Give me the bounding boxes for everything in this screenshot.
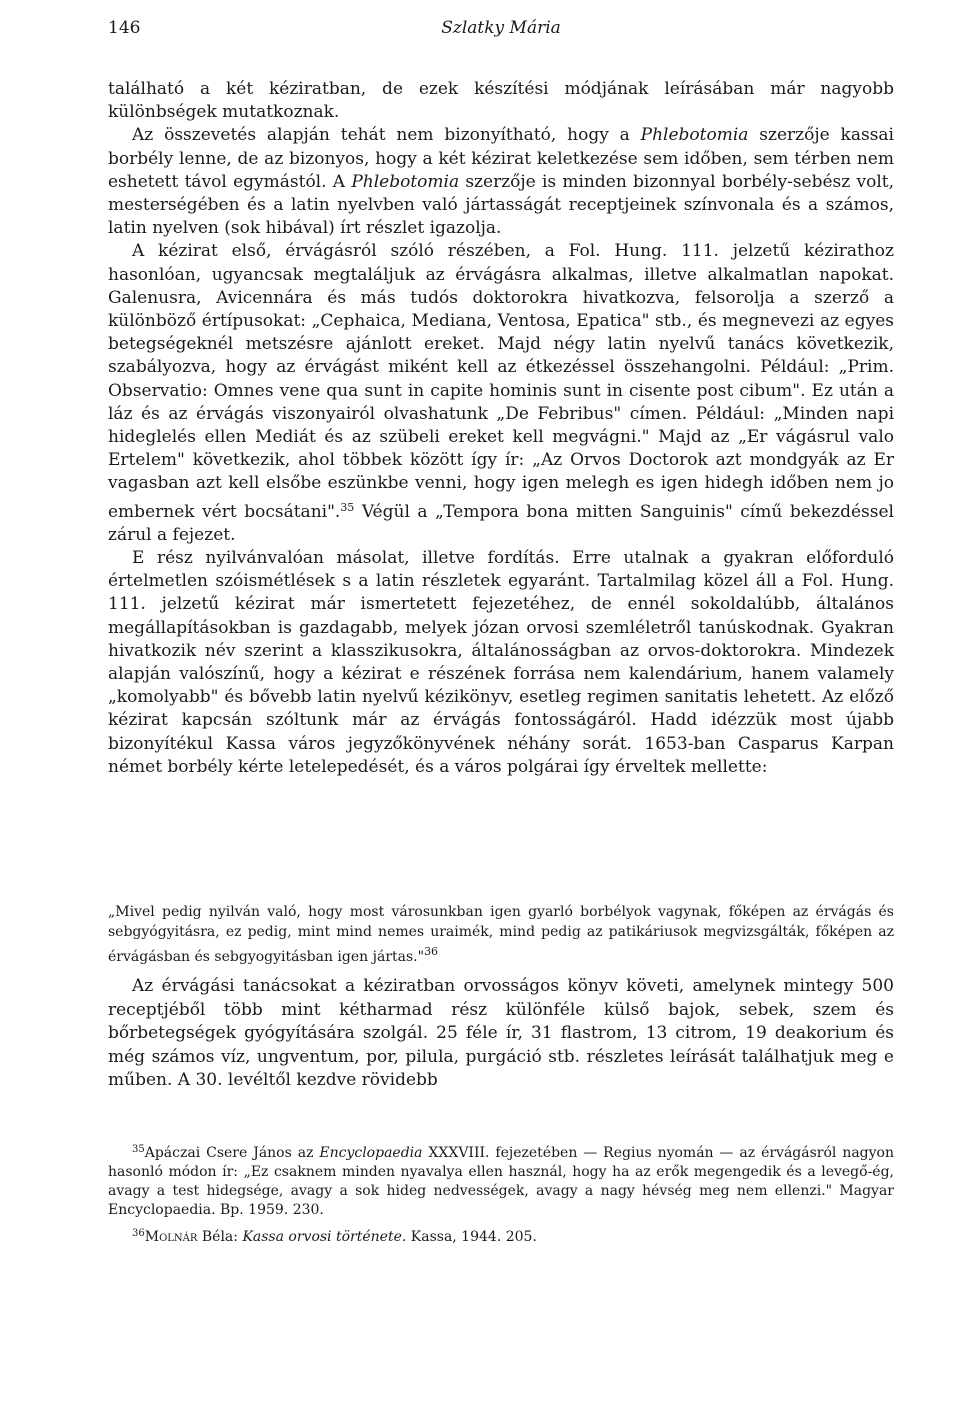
quote-text [108,902,894,967]
running-title: Szlatky Mária [441,18,561,38]
footnote-text: XXXVIII. fejezetében — Regius nyomán — az érvágásról nagyon hasonló módon ír: „Ez csaknem minden nyavalya ellen használ, hogy ha az erők megengedik és a levegő-ég, avagy a test hidegsége, avagy a sok hideg nedvességek, avagy a nagy hévség meg nem ellenzi." Magyar Encyclopaedia. Bp. 1959. 230. [108,1145,894,1218]
page-number: 146 [108,18,141,38]
paragraph-text: Végül a „Tempora bona mitten Sanguinis" című bekezdéssel zárul a fejezet. [108,501,894,545]
footnote-36 [108,1224,894,1247]
paragraph-text: A kézirat első, érvágásról szóló részében, a Fol. Hung. 111. jelzetű kézirathoz hasonlóan, ugyancsak megtaláljuk az érvágásra alkalmas, illetve alkalmatlan napokat. Galenusra, Avicennára és más tudós doktorokra hivatkozva, felsorolja a szerző a különböző értípusokat: „Cephaica, Mediana, Ventosa, Epatica" stb., és megnevezi az egyes betegségeknél metszésre ajánlott ereket. Majd négy latin nyelvű tanács következik, szabályozva, hogy az érvágást miként kell az étkezéssel összehangolni. Például: „Prim. Observatio: Omnes vene qua sunt in capite hominis sunt in cisente post cibum". Ez után a láz és az érvágás viszonyairól olvashatunk „De Febribus" címen. Például: „Minden napi hideglelés ellen Mediát és az szübeli ereket kell megvágni." Majd az „Er vágásrul valo Ertelem" következik, ahol többek között így ír: „Az Orvos Doctorok azt mondgyák az Er vagasban azt kell elsőbe eszünkbe venni, hogy igen melegh es igen hidegh időben nem jo embernek vért bocsátani". [108,241,894,522]
footnote-ref: 35 [340,500,355,514]
footnote-text: Kassa, 1944. 205. [406,1229,537,1245]
footnote-ref: 36 [424,945,439,958]
quote-body: „Mivel pedig nyilván való, hogy most városunkban igen gyarló borbélyok vagynak, főképen az érvágás és sebgyógyitásra, ez pedig, mint mind nemes uraimék, mind pedig az patikáriusok megvizsgálták, főképen az érvágásban és sebgyogyitásban igen jártas." [108,904,894,965]
footnote-author: Molnár [144,1229,198,1245]
italic-title: Encyclopaedia [319,1145,423,1161]
paragraph-text: Az érvágási tanácsokat a kéziratban orvosságos könyv követi, amelynek mintegy 500 receptjéből több mint kétharmad rész különféle külső bajok, sebek, szem és bőrbetegségek gyógyítására szolgál. 25 féle ír, 31 flastrom, 13 citrom, 19 deakorium és még számos víz, ungventum, por, pilula, purgáció stb. részletes leírását találhatjuk meg e műben. A 30. levéltől kezdve rövidebb [108,976,894,1090]
main-text [108,78,894,779]
footnotes [108,1140,894,1251]
main-text-continued [108,975,894,1093]
paragraph-text: Az összevetés alapján tehát nem bizonyítható, hogy a [132,125,641,146]
footnote-text: Apáczai Csere János az [144,1145,320,1161]
footnote-35 [108,1140,894,1220]
footnote-number: 36 [132,1228,145,1239]
paragraph [108,124,894,240]
block-quote [108,902,894,967]
page-header [108,18,894,46]
italic-title: Phlebotomia [640,125,749,146]
paragraph [108,547,894,779]
paragraph [108,240,894,547]
italic-title: Kassa orvosi története. [242,1229,407,1245]
paragraph-text: található a két kéziratban, de ezek készítési módjának leírásában már nagyobb különbségek mutatkoznak. [108,79,894,123]
italic-title: Phlebotomia [351,171,460,192]
paragraph-text: E rész nyilvánvalóan másolat, illetve fordítás. Erre utalnak a gyakran előforduló értelmetlen szóismétlések s a latin részletek egyaránt. Tartalmilag közel áll a Fol. Hung. 111. jelzetű kézirat már ismertetett fejezetéhez, de ennél sokoldalúbb, általános megállapításokban is gazdagabb, melyek józan orvosi szemléletről tanúskodnak. Gyakran hivatkozik név szerint a klasszikusokra, általánosságban az orvos-doktorokra. Mindezek alapján valószínű, hogy a kézirat e részének forrása nem kalendárium, hanem valamely „komolyabb" és bővebb latin nyelvű kézikönyv, esetleg regimen sanitatis lehetett. Az előző kézirat kapcsán szóltunk már az érvágás fontosságáról. Hadd idézzük most újabb bizonyítékul Kassa város jegyzőkönyvének néhány sorát. 1653-ban Casparus Karpan német borbély kérte letelepedését, és a város polgárai így érveltek mellette: [108,548,894,777]
paragraph [108,78,894,124]
paragraph-text: szerzője is minden bizonnyal borbély-sebész volt, mesterségében és a latin nyelvben való jártasságát receptjeinek színvonala és a számos, latin nyelven (sok hibával) írt részlet igazolja. [108,171,894,239]
paragraph [108,975,894,1093]
paragraph-text: szerzője kassai borbély lenne, de az bizonyos, hogy a két kézirat keletkezése sem időben, sem térben nem eshetett távol egymástól. A [108,125,894,192]
footnote-number: 35 [132,1144,145,1155]
footnote-text: Béla: [197,1229,243,1245]
